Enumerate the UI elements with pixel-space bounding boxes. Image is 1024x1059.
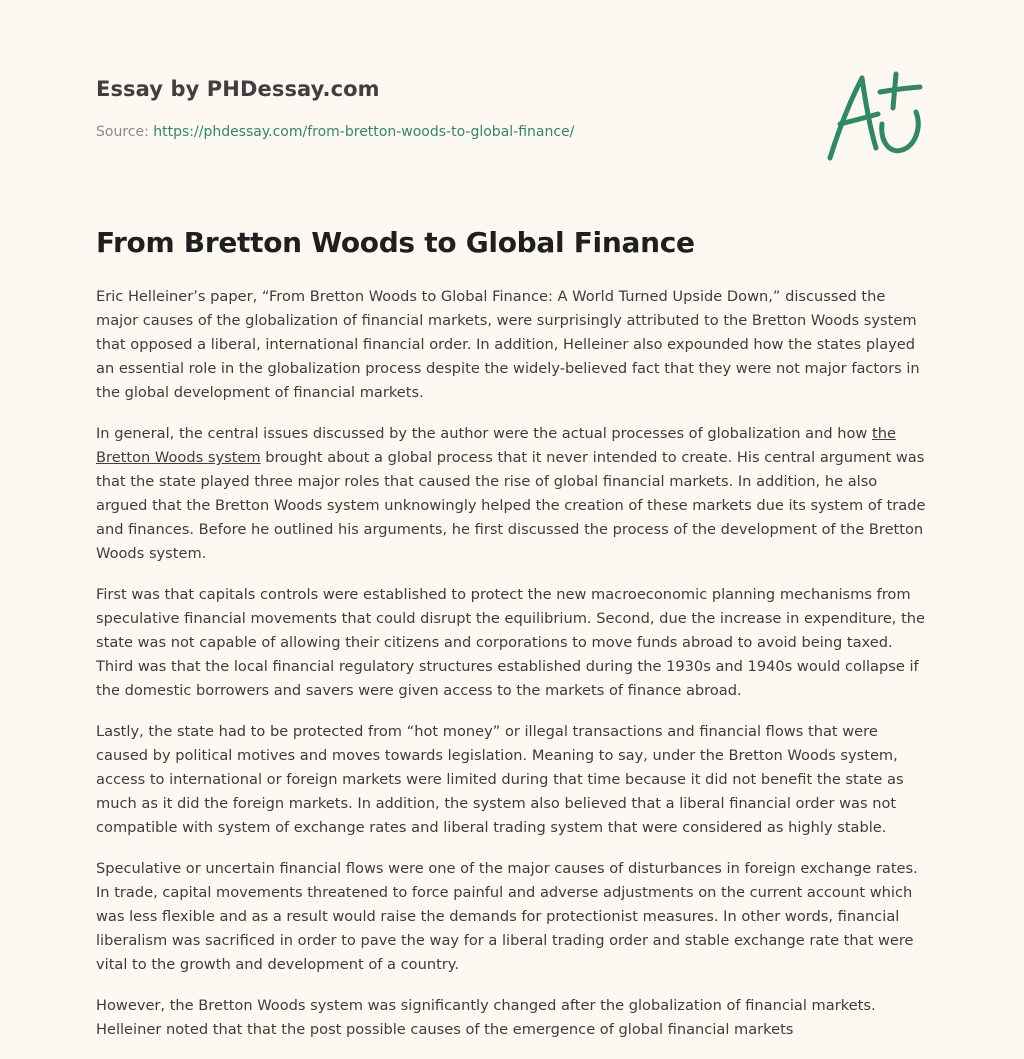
paragraph: However, the Bretton Woods system was significantly changed after the globalization of financial markets. Helleiner noted that that the post possible causes of the emergence of global financial markets <box>96 997 876 1038</box>
source-label: Source: <box>96 124 154 140</box>
paragraph-text: In general, the central issues discussed by the author were the actual processes of globalization and how <box>96 425 872 442</box>
paragraph <box>96 422 932 566</box>
paragraph: First was that capitals controls were established to protect the new macroeconomic planning mechanisms from speculative financial movements that could disrupt the equilibrium. Second, due the increase in expenditure, the state was not capable of allowing their citizens and corporations to move funds abroad to avoid being taxed. Third was that the local financial regulatory structures established during the 1930s and 1940s would collapse if the domestic borrowers and savers were given access to the markets of finance abroad. <box>96 586 926 699</box>
source-link[interactable]: https://phdessay.com/from-bretton-woods-to-global-finance/ <box>153 124 575 140</box>
paragraph: Eric Helleiner’s paper, “From Bretton Woods to Global Finance: A World Turned Upside Down,” discussed the major causes of the globalization of financial markets, were surprisingly attributed to the Bretton Woods system that opposed a liberal, international financial order. In addition, Helleiner also expounded how the states played an essential role in the globalization process despite the widely-believed fact that they were not major factors in the global development of financial markets. <box>96 288 920 401</box>
bretton-woods-link[interactable]: the Bretton Woods system <box>96 425 896 466</box>
a-plus-logo-svg <box>820 66 930 166</box>
source-line <box>96 124 574 140</box>
paragraph: Speculative or uncertain financial flows were one of the major causes of disturbances in foreign exchange rates. In trade, capital movements threatened to force painful and adverse adjustments on the current account which was less flexible and as a result would raise the demands for protectionist measures. In other words, financial liberalism was sacrificed in order to pave the way for a liberal trading order and stable exchange rate that were vital to the growth and development of a country. <box>96 860 918 973</box>
article-body <box>96 285 932 1059</box>
paragraph-text: brought about a global process that it never intended to create. His central argument was that the state played three major roles that caused the rise of global financial markets. In addition, he also argued that the Bretton Woods system unknowingly helped the creation of these markets due its system of trade and finances. Before he outlined his arguments, he first discussed the process of the development of the Bretton Woods system. <box>96 449 926 562</box>
paragraph: Lastly, the state had to be protected from “hot money” or illegal transactions and financial flows that were caused by political motives and moves towards legislation. Meaning to say, under the Bretton Woods system, access to international or foreign markets were limited during that time because it did not benefit the state as much as it did the foreign markets. In addition, the system also believed that a liberal financial order was not compatible with system of exchange rates and liberal trading system that were considered as highly stable. <box>96 723 904 836</box>
a-plus-logo-icon <box>820 66 930 166</box>
site-brand: Essay by PHDessay.com <box>96 77 380 101</box>
page-title: From Bretton Woods to Global Finance <box>96 226 695 259</box>
